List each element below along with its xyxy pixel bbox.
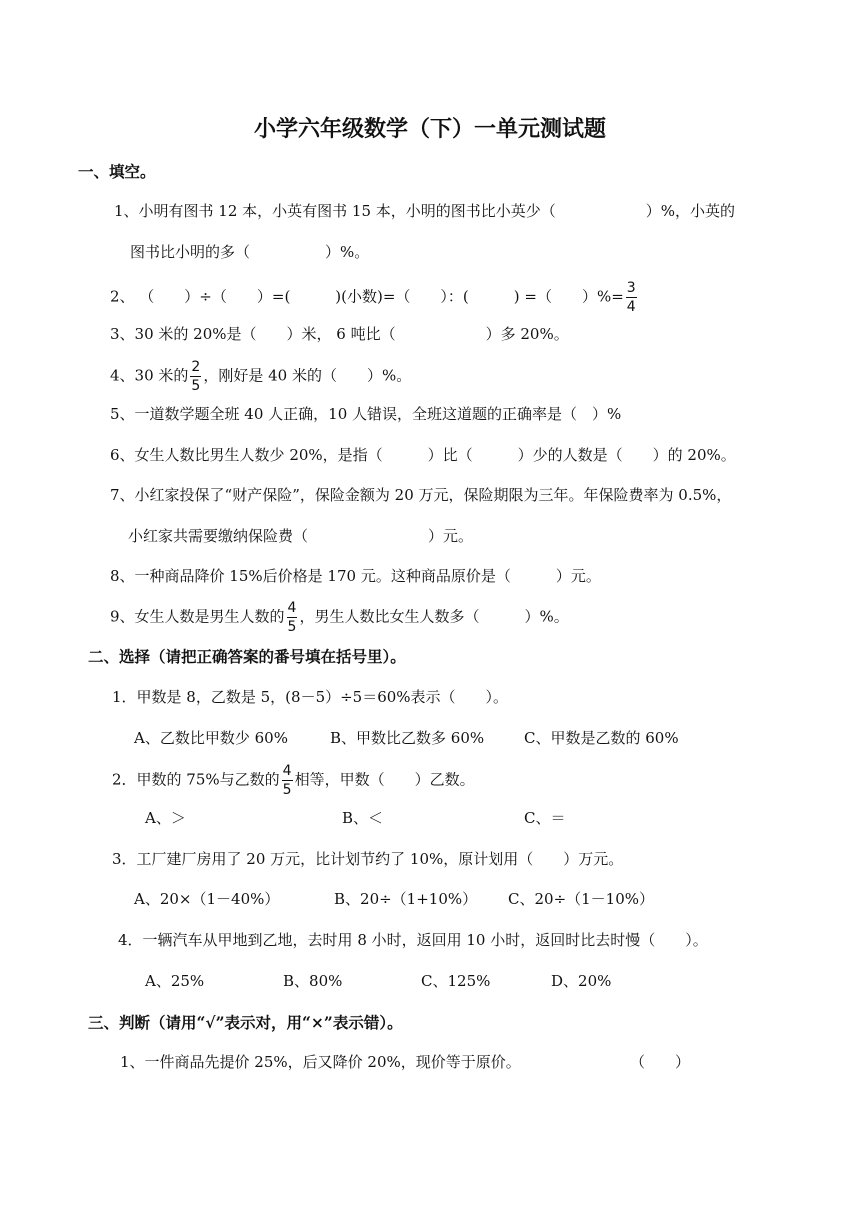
s2-q1: 1．甲数是 8，乙数是 5，(8－5）÷5＝60%表示（ ）。 (112, 688, 509, 706)
s1-q9-text-post: ，男生人数比女生人数多（ ）%。 (299, 607, 569, 626)
s1-q5: 5、一道数学题全班 40 人正确，10 人错误，全班这道题的正确率是（ ）% (110, 405, 622, 423)
fraction-denominator: 5 (191, 378, 201, 394)
fraction-denominator: 5 (287, 619, 297, 635)
fraction-numerator: 3 (626, 280, 636, 296)
s2-q2-text-pre: 2．甲数的 75%与乙数的 (112, 770, 280, 789)
fraction-numerator: 2 (191, 359, 201, 375)
s1-q2-fraction (626, 281, 637, 314)
s1-q7-line1: 7、小红家投保了“财产保险”，保险金额为 20 万元，保险期限为三年。年保险费率为 0.5%， (110, 486, 732, 504)
fraction-numerator: 4 (287, 600, 297, 616)
s1-q3: 3、30 米的 20%是（ ）米， 6 吨比（ ）多 20%。 (110, 325, 569, 343)
s1-q4-text-post: ，刚好是 40 米的（ ）%。 (203, 366, 412, 385)
s1-q6: 6、女生人数比男生人数少 20%，是指（ ）比（ ）少的人数是（ ）的 20%。 (110, 446, 736, 464)
s2-q4-option-d: D、20% (551, 972, 612, 990)
s3-q1-answer-blank: （ ） (630, 1053, 691, 1071)
s1-q1-line1: 1、小明有图书 12 本，小英有图书 15 本，小明的图书比小英少（ ）%，小英的 (114, 202, 736, 220)
s2-q3: 3．工厂建厂房用了 20 万元，比计划节约了 10%，原计划用（ ）万元。 (112, 850, 624, 868)
s2-q2 (112, 764, 475, 797)
s2-q4-option-b: B、80% (283, 972, 343, 990)
s2-q2-text-post: 相等，甲数（ ）乙数。 (294, 770, 475, 789)
section-2-heading: 二、选择（请把正确答案的番号填在括号里）。 (88, 647, 406, 666)
fraction-denominator: 4 (626, 299, 636, 315)
s1-q8: 8、一种商品降价 15%后价格是 170 元。这种商品原价是（ ）元。 (110, 567, 601, 585)
s2-q2-option-b: B、＜ (342, 809, 384, 827)
s3-q1: 1、一件商品先提价 25%，后又降价 20%，现价等于原价。 (120, 1053, 521, 1071)
s1-q9-fraction (287, 601, 298, 634)
s2-q3-option-c: C、20÷（1－10%） (508, 890, 655, 908)
s1-q9 (110, 601, 569, 634)
s2-q2-option-a: A、＞ (145, 809, 186, 827)
s2-q2-option-c: C、＝ (524, 809, 566, 827)
s2-q3-option-b: B、20÷（1+10%） (334, 890, 478, 908)
page-title: 小学六年级数学（下）一单元测试题 (253, 116, 606, 142)
s2-q4-option-a: A、25% (145, 972, 205, 990)
s2-q1-option-a: A、乙数比甲数少 60% (134, 729, 288, 747)
s1-q4-fraction (190, 360, 201, 393)
s2-q1-option-c: C、甲数是乙数的 60% (524, 729, 679, 747)
section-1-heading: 一、填空。 (78, 162, 156, 181)
s1-q4-text-pre: 4、30 米的 (110, 366, 189, 385)
s2-q1-option-b: B、甲数比乙数多 60% (330, 729, 485, 747)
s1-q2 (110, 281, 639, 314)
s1-q1-line2: 图书比小明的多（ ）%。 (130, 243, 370, 261)
s1-q7-line2: 小红家共需要缴纳保险费（ ）元。 (128, 527, 474, 545)
fraction-denominator: 5 (282, 782, 292, 798)
s2-q4: 4．一辆汽车从甲地到乙地，去时用 8 小时，返回用 10 小时，返回时比去时慢（ ）。 (118, 931, 708, 949)
s1-q9-text-pre: 9、女生人数是男生人数的 (110, 607, 285, 626)
fraction-numerator: 4 (282, 763, 292, 779)
s1-q4 (110, 360, 411, 393)
s1-q2-text: 2、 （ ）÷（ ）=( )(小数)=（ ）：( ) =（ ）%= (110, 287, 624, 306)
s2-q2-fraction (282, 764, 293, 797)
section-3-heading: 三、判断（请用“√”表示对，用“×”表示错）。 (88, 1013, 403, 1032)
s2-q3-option-a: A、20×（1－40%） (134, 890, 280, 908)
s2-q4-option-c: C、125% (421, 972, 491, 990)
